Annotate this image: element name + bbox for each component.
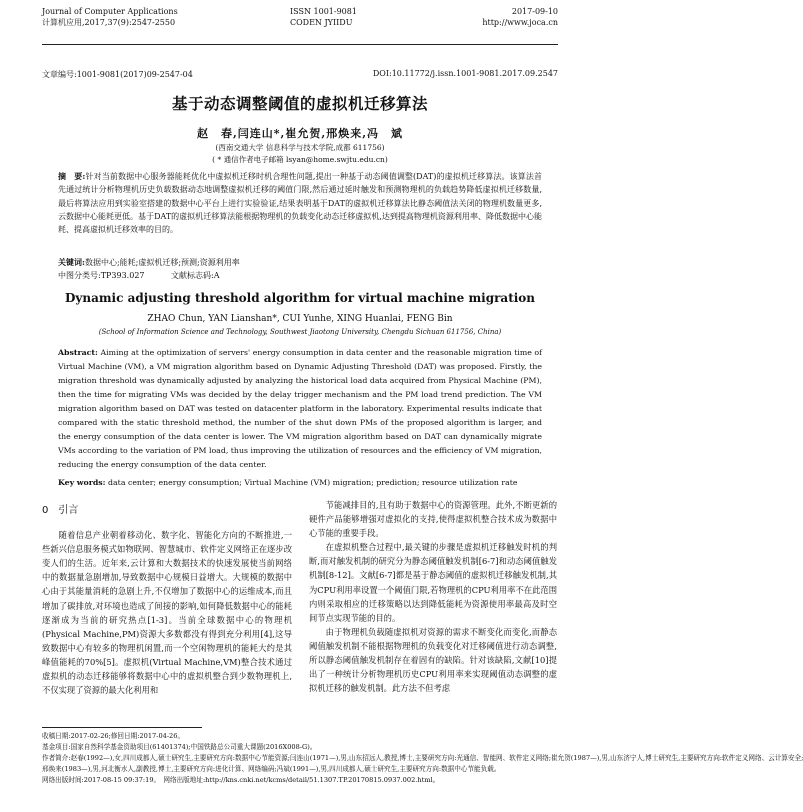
footnote-online: 网络出版时间:2017-08-15 09:37:19。 网络出版地址:http://kns.cnki.net/kcms/detail/51.1307.TP.20170815.0937.002.html。 xyxy=(42,776,440,784)
footnote-received: 收稿日期:2017-02-26;修回日期:2017-04-26。 xyxy=(42,732,185,740)
header-divider xyxy=(42,44,558,45)
corresponding-email: ( * 通信作者电子邮箱 lsyan@home.swjtu.edu.cn) xyxy=(212,155,388,164)
document-code: 文献标志码:A xyxy=(171,271,220,280)
body-column-right xyxy=(309,498,557,695)
footnote-authors-cont: 邢焕来(1983—),男,河北衡水人,副教授,博士,主要研究方向:进化计算、网络编码;冯斌(1991—),男,四川成都人,硕士研究生,主要研究方向:数据中心节能负载。 xyxy=(42,765,501,773)
abstract-en-label: Abstract: xyxy=(58,348,98,357)
doi[interactable]: DOI:10.11772/j.issn.1001-9081.2017.09.2547 xyxy=(372,69,558,78)
title-en: Dynamic adjusting threshold algorithm for virtual machine migration xyxy=(64,291,536,305)
abstract-en xyxy=(58,346,542,472)
keywords-en-label: Key words: xyxy=(58,478,106,487)
paragraph: 随着信息产业朝着移动化、数字化、智能化方向的不断推进,一些新兴信息服务模式如物联网、智慧城市、软件定义网络正在逐步改变人们的生活。近年来,云计算和大数据技术的快速发展使当前网络中的数据量急剧增加,导致数据中心规模日益增大。大规模的数据中心由于其能量消耗的急剧上升,不仅增加了数据中心的运维成本,而且增加了碳排放,对环境也造成了间接的影响,如何降低数据中心的能耗逐渐成为当前的研究热点[1-3]。当前全球数据中心的物理机(Physical Machine,PM)资源大多数都没有得到充分利用[4],这导致数据中心有较多的物理机闲置,而一个空闲物理机的能耗大约是其峰值能耗的70%[5]。虚拟机(Virtual Machine,VM)整合技术通过虚拟机的动态迁移能够将数据中心中的虚拟机整合到少数物理机上,不仅实现了资源的最大化利用和 xyxy=(42,530,292,696)
body-column-left xyxy=(42,498,292,697)
section-heading: 0 引言 xyxy=(42,505,79,516)
abstract-zh xyxy=(58,170,542,236)
keywords-zh-text: 数据中心;能耗;虚拟机迁移;预测;资源利用率 xyxy=(84,258,240,267)
article-number: 文章编号:1001-9081(2017)09-2547-04 xyxy=(42,70,193,79)
title-zh: 基于动态调整阈值的虚拟机迁移算法 xyxy=(171,95,428,113)
clc-number: 中图分类号:TP393.027 xyxy=(58,271,145,280)
classification xyxy=(58,270,542,281)
issn: ISSN 1001-9081 xyxy=(290,7,357,16)
keywords-en-text: data center; energy consumption; Virtual Machine (VM) migration; prediction; resource utilization rate xyxy=(108,478,518,487)
keywords-en xyxy=(58,478,542,487)
affiliation-en: (School of Information Science and Technology, Southwest Jiaotong University, Chengdu Sichuan 611756, China) xyxy=(98,328,502,336)
footnote-funding: 基金项目:国家自然科学基金资助项目(61401374);中国铁路总公司重大课题(2016X008-G)。 xyxy=(42,743,317,751)
abstract-zh-text: 针对当前数据中心服务器能耗优化中虚拟机迁移时机合理性问题,提出一种基于动态阈值调整(DAT)的虚拟机迁移算法。该算法首先通过统计分析物理机历史负载数据动态地调整虚拟机迁移的阈值门限,然后通过延时触发和预测物理机的负载趋势降低虚拟机迁移数量,最后将算法应用到实验室搭建的数据中心平台上进行实验验证,结果表明基于DAT的虚拟机迁移算法比静态阈值法关闭的物理机数量更多,云数据中心能耗更低。基于DAT的虚拟机迁移算法能根据物理机的负载变化动态迁移虚拟机,达到提高物理机资源利用率、降低数据中心能耗、提高虚拟机迁移效率的目的。 xyxy=(58,172,542,235)
footnotes xyxy=(42,731,803,786)
authors-zh: 赵 春,闫连山*,崔允贺,邢焕来,冯 斌 xyxy=(196,127,404,140)
affiliation-zh: (西南交通大学 信息科学与技术学院,成都 611756) xyxy=(215,143,385,152)
header-date-url xyxy=(408,6,558,28)
footnote-divider xyxy=(42,727,202,728)
page-header xyxy=(42,6,558,48)
paragraph: 节能减排目的,且有助于数据中心的资源管理。此外,不断更新的硬件产品能够增强对虚拟化的支持,使得虚拟机整合技术成为数据中心节能的重要手段。 xyxy=(309,500,557,539)
journal-url[interactable]: http://www.joca.cn xyxy=(482,18,558,27)
journal-name-en: Journal of Computer Applications xyxy=(42,7,178,16)
abstract-en-text: Aiming at the optimization of servers' energy consumption in data center and the reasonable migration time of Virtual Machine (VM), a VM migration algorithm based on Dynamic Adjusting Threshold (DAT) was proposed. Firstly, the migration threshold was dynamically adjusted by analyzing the historical load data acquired from Physical Machine (PM), then the time for migrating VMs was decided by the delay trigger mechanism and the PM load trend prediction. The VM migration algorithm based on DAT was tested on datacenter platform in the laboratory. Experimental results indicate that compared with the static threshold method, the number of the shut down PMs of the proposed algorithm is larger, and the energy consumption of the data center is lower. The VM migration algorithm based on DAT can dynamically migrate VMs according to the variation of PM load, thus improving the utilization of resources and the efficiency of VM migration, reducing the energy consumption of the data center. xyxy=(58,348,543,469)
journal-citation-zh: 计算机应用,2017,37(9):2547-2550 xyxy=(42,18,176,27)
keywords-zh xyxy=(58,257,542,268)
header-journal xyxy=(42,6,262,28)
footnote-authors: 作者简介:赵春(1992—),女,四川成都人,硕士研究生,主要研究方向:数据中心节能资源;闫连山(1971—),男,山东招远人,教授,博士,主要研究方向:光通信、智能网、软件定义网络;崔允贺(1987—),男,山东济宁人,博士研究生,主要研究方向:软件定义网络、云计算安全; xyxy=(42,754,803,762)
publication-date: 2017-09-10 xyxy=(511,7,558,16)
paragraph: 由于物理机负载随虚拟机对资源的需求不断变化而变化,而静态阈值触发机制不能根据物理机的负载变化对迁移阈值进行动态调整,所以静态阈值触发机制存在着固有的缺陷。针对该缺陷,文献[10]提出了一种统计分析物理机历史CPU利用率来实现阈值动态调整的虚拟机迁移的触发机制。此方法不但考虑 xyxy=(309,626,557,694)
header-codes xyxy=(290,6,410,28)
coden: CODEN JYIIDU xyxy=(290,18,353,27)
authors-en: ZHAO Chun, YAN Lianshan*, CUI Yunhe, XING Huanlai, FENG Bin xyxy=(147,314,453,324)
keywords-zh-label: 关键词: xyxy=(58,257,85,267)
abstract-zh-label: 摘 要: xyxy=(58,171,86,181)
paragraph: 在虚拟机整合过程中,最关键的步骤是虚拟机迁移触发时机的判断,而对触发机制的研究分为静态阈值触发机制[6-7]和动态阈值触发机制[8-12]。文献[6-7]都是基于静态阈值的虚拟机迁移触发机制,其为CPU利用率设置一个阈值门限,若物理机的CPU利用率不在此范围内则采取相应的迁移策略以达到降低能耗为资源使用率最高及时空间节点实现节能的目的。 xyxy=(309,542,557,623)
